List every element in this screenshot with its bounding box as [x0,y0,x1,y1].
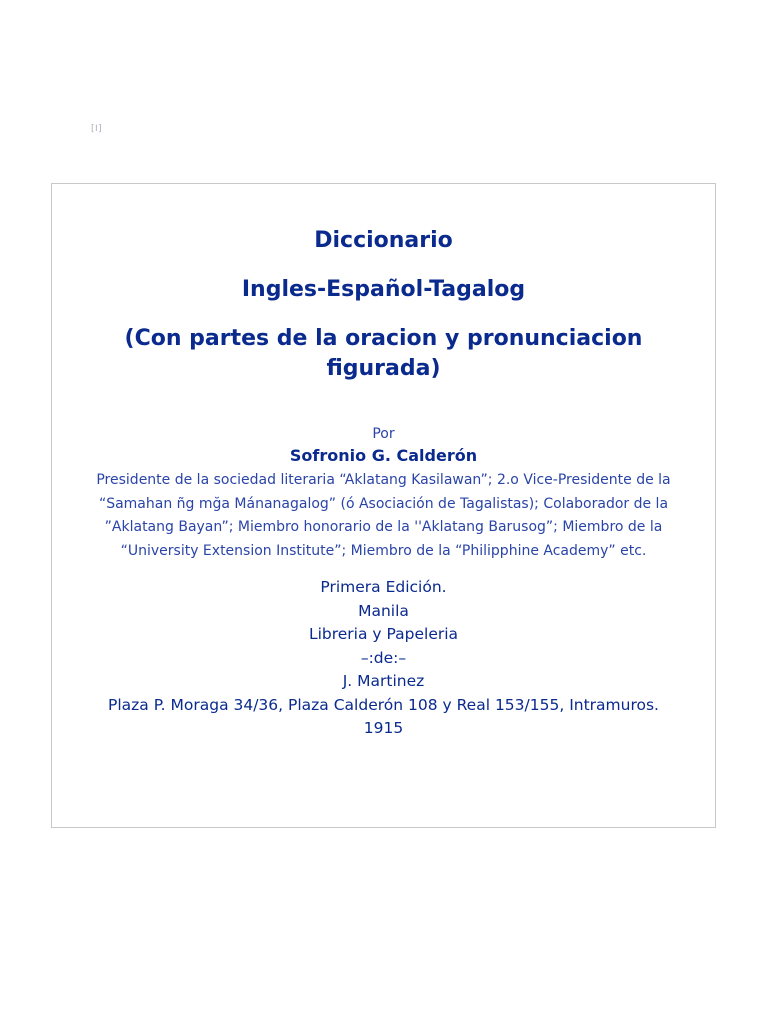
author-name: Sofronio G. Calderón [289,446,478,465]
publisher-line: Libreria y Papeleria [308,625,459,643]
imprint-block [92,576,675,741]
title-page-content [92,226,675,741]
author-credentials: Presidente de la sociedad literaria “Aklatang Kasilawan”; 2.o Vice-Presidente de la “Samahan ñg mğa Mánanagalog” (ó Asociación de Tagalistas); Colaborador de la ”Aklatang Bayan”; Miembro honorario de la ''Aklatang Barusog”; Miembro de la “University Extension Institute”; Miembro de la “Philipphine Academy” etc. [96,472,671,559]
address-line: Plaza P. Moraga 34/36, Plaza Calderón 108 y Real 153/155, Intramuros. [108,695,659,714]
page-number-marker: [I] [91,124,103,134]
title-page-box [51,183,716,828]
de-separator: –:de:– [360,648,407,667]
by-label: Por [372,426,395,442]
city-line: Manila [358,601,409,620]
book-subtitle: Ingles-Español-Tagalog [241,277,526,302]
year-line: 1915 [363,719,404,737]
edition-line: Primera Edición. [320,578,447,596]
owner-line: J. Martinez [342,672,425,690]
book-description: (Con partes de la oracion y pronunciacion figurada) [124,326,643,381]
book-title: Diccionario [314,228,453,253]
